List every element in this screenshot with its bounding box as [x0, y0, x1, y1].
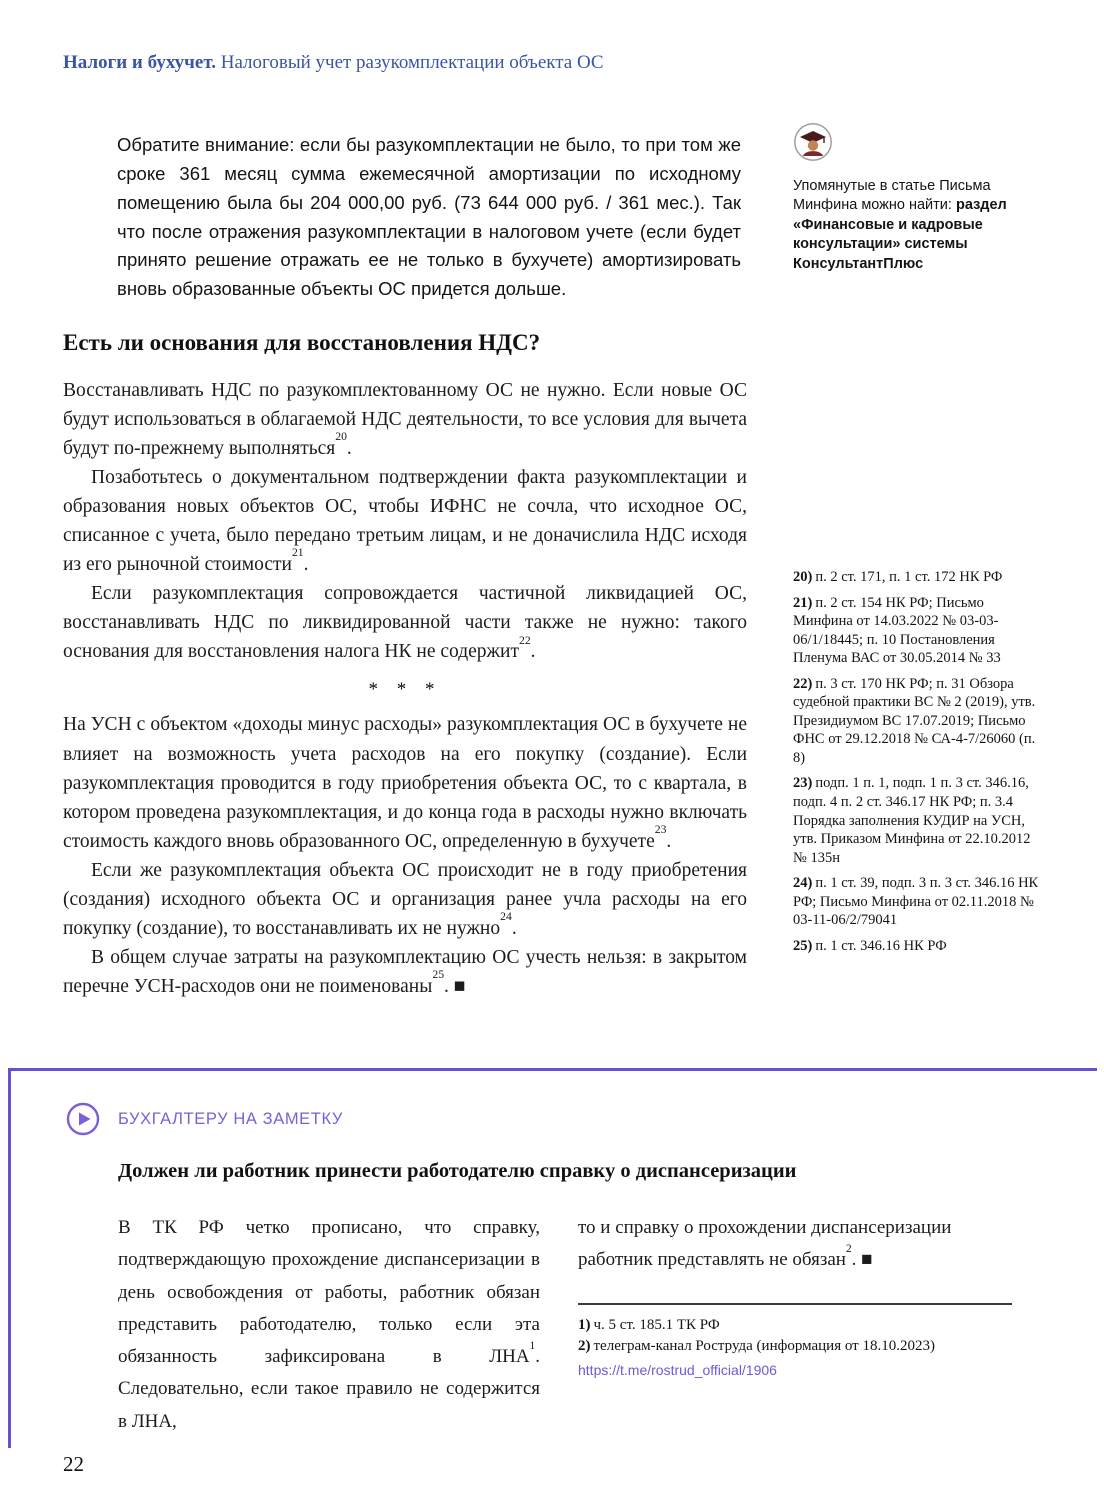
paragraph — [63, 710, 747, 855]
footnote-text: п. 1 ст. 39, подп. 3 п. 3 ст. 346.16 НК РФ; Письмо Минфина от 02.11.2018 № 03-11-06/2/79041 — [793, 875, 1039, 929]
paragraph-text: Если разукомплектация сопровождается частичной ликвидацией ОС, восстанавливать НДС по ликвидированной части также не нужно: такого основания для восстановления налога НК не содержит — [63, 583, 747, 663]
section-heading: Есть ли основания для восстановления НДС? — [63, 330, 541, 355]
footnote-number: 23) — [793, 775, 813, 792]
paragraph-tail: . — [666, 830, 672, 852]
footnote-number: 20) — [793, 569, 813, 585]
paragraph-text: В общем случае затраты на разукомплектацию ОС учесть нельзя: в закрытом перечне УСН-расходов они не поименованы — [63, 946, 747, 997]
footnote — [793, 675, 1045, 768]
footnote-ref: 1 — [529, 1339, 536, 1352]
paragraph — [63, 943, 747, 1001]
attention-callout — [117, 131, 741, 304]
note-footnote-divider — [578, 1303, 1012, 1305]
footnote-number: 22) — [793, 675, 813, 692]
note-text-tail: . Следовательно, если такое правило не содержится в ЛНА, — [118, 1346, 540, 1432]
footnote-number: 2) — [578, 1338, 591, 1355]
paragraph — [63, 856, 747, 943]
sidebar-note-bold: раздел «Финансовые и кадровые консультации» системы КонсультантПлюс — [793, 197, 1007, 272]
note-text-tail: . ■ — [851, 1249, 873, 1271]
footnote-number: 25) — [793, 937, 813, 954]
sidebar-consultant-note — [793, 122, 1045, 274]
paragraph-text: Если же разукомплектация объекта ОС происходит не в году приобретения (создания) исходного объекта ОС и организация ранее учла расходы на его покупку (создание), то восстанавливать их не нужно — [63, 859, 747, 939]
attention-callout-text: Обратите внимание: если бы разукомплектации не было, то при том же сроке 361 месяц сумма ежемесячной амортизации по исходному помещению была бы 204 000,00 руб. (73 644 000 руб. / 361 мес.). Так что после отражения разукомплектации в налоговом учете (если будет принято решение отражать ее не только в бухучете) амортизировать вновь образованные объекты ОС придется дольше. — [117, 134, 741, 300]
article-body — [63, 330, 747, 1001]
footnote-number: 24) — [793, 875, 813, 892]
footnote-text: п. 2 ст. 154 НК РФ; Письмо Минфина от 14.03.2022 № 03-03-06/1/18445; п. 10 Постановления Пленума ВАС от 30.05.2014 № 33 — [793, 594, 1001, 667]
footnote-ref: 23 — [654, 822, 667, 836]
paragraph-text: Восстанавливать НДС по разукомплектованному ОС не нужно. Если новые ОС будут использоваться в облагаемой НДС деятельности, то все условия для вычета будут по-прежнему выполняться — [63, 380, 747, 460]
footnote — [578, 1336, 1018, 1383]
paragraph — [63, 376, 747, 463]
footnote-text: п. 2 ст. 171, п. 1 ст. 172 НК РФ — [815, 569, 1003, 585]
play-circle-icon — [66, 1102, 100, 1136]
paragraph — [63, 579, 747, 666]
article-title: Налоговый учет разукомплектации объекта ОС — [220, 52, 604, 73]
note-title: Должен ли работник принести работодателю справку о диспансеризации — [118, 1160, 797, 1182]
note-column-left — [118, 1212, 540, 1438]
footnote — [793, 937, 1045, 956]
footnote-text: телеграм-канал Роструда (информация от 18.10.2023) — [593, 1338, 935, 1355]
sidebar-footnotes — [793, 568, 1045, 962]
footnote-ref: 24 — [500, 909, 512, 923]
footnote-text: п. 1 ст. 346.16 НК РФ — [815, 937, 947, 954]
note-text-right — [578, 1212, 1018, 1277]
paragraph-tail: . — [530, 641, 536, 663]
note-section-top-rule — [8, 1068, 1097, 1071]
footnote-text: подп. 1 п. 1, подп. 1 п. 3 ст. 346.16, подп. 4 п. 2 ст. 346.17 НК РФ; п. 3.4 Порядка заполнения КУДИР на УСН, утв. Приказом Минфина от 22.10.2012 № 135н — [793, 775, 1031, 866]
footnote-number: 1) — [578, 1316, 591, 1333]
paragraph-text: Позаботьтесь о документальном подтверждении факта разукомплектации и образования новых объектов ОС, чтобы ИФНС не сочла, что исходное ОС, списанное с учета, было передано третьим лицам, и не доначислила НДС исходя из его рыночной стоимости — [63, 467, 747, 576]
paragraph-tail: . — [346, 438, 352, 460]
footnote — [793, 774, 1045, 867]
telegram-link[interactable]: https://t.me/rostrud_official/1906 — [578, 1362, 777, 1379]
paragraph-tail: . ■ — [444, 975, 466, 997]
running-head — [63, 52, 604, 74]
section-separator: * * * — [368, 679, 442, 701]
note-section-left-rule — [8, 1068, 11, 1448]
paragraph-text: На УСН с объектом «доходы минус расходы» разукомплектация ОС в бухучете не влияет на возможность учета расходов на его покупку (создание). Если разукомплектация проводится в году приобретения объекта ОС, то с квартала, в котором проведена разукомплектация, и до конца года в расходы нужно включать стоимость каждого вновь образованного ОС, определенную в бухучете — [63, 714, 747, 852]
footnote-text: ч. 5 ст. 185.1 ТК РФ — [593, 1316, 720, 1333]
footnote — [793, 874, 1045, 930]
footnote-ref: 25 — [432, 967, 445, 981]
note-column-right — [578, 1212, 1018, 1438]
note-text: В ТК РФ четко прописано, что справку, подтверждающую прохождение диспансеризации в день освобождения от работы, работник обязан представить работодателю, только если эта обязанность зафиксирована в ЛНА — [118, 1217, 540, 1368]
footnote — [793, 568, 1045, 587]
footnote-ref: 2 — [845, 1242, 852, 1255]
footnote-ref: 22 — [518, 633, 531, 647]
paragraph-tail: . — [511, 917, 517, 939]
footnote — [578, 1315, 1018, 1337]
page-number: 22 — [63, 1452, 84, 1476]
paragraph-tail: . — [303, 554, 309, 576]
footnote-number: 21) — [793, 594, 813, 611]
rubric-title: Налоги и бухучет. — [63, 52, 216, 73]
note-columns — [118, 1212, 1018, 1438]
footnote-text: п. 3 ст. 170 НК РФ; п. 31 Обзора судебной практики ВС № 2 (2019), утв. Президиумом ВС 17.07.2019; Письмо ФНС от 29.12.2018 № СА-4-7/26060 (п. 8) — [793, 675, 1036, 766]
note-text: то и справку о прохождении диспансеризации работник представлять не обязан — [578, 1217, 952, 1271]
footnote — [793, 594, 1045, 668]
footnote-ref: 20 — [335, 430, 347, 444]
footnote-ref: 21 — [291, 546, 304, 560]
paragraph — [63, 463, 747, 579]
sidebar-note-text: Упомянутые в статье Письма Минфина можно найти: — [793, 177, 991, 214]
note-section-label: БУХГАЛТЕРУ НА ЗАМЕТКУ — [118, 1110, 343, 1128]
graduate-icon — [793, 122, 1045, 169]
